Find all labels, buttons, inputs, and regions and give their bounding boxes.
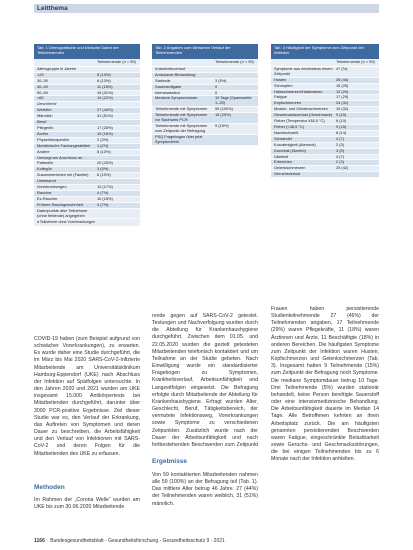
table-cell-label: Weiblich [37, 107, 52, 113]
table-cell-label: Beruf [37, 119, 47, 125]
table-cell-label: Sauerstoffgabe [155, 83, 182, 89]
table-cell-label: Gelenkschmerzen [274, 165, 306, 171]
table-cell-label: 40–49 [37, 83, 48, 89]
table-3 [271, 44, 379, 178]
table-cell-label: Fieber (<38,5 °C) [274, 123, 304, 129]
table-cell-label: Fatigue [274, 94, 287, 100]
table-cell-value: 2 (3) [336, 159, 344, 165]
table-cell-value: 2 (3) [336, 141, 344, 147]
table-cell-value: 3 (5%) [215, 77, 227, 83]
table-cell-label: Muskel- und Gliederschmerzen [274, 106, 328, 112]
table-cell-value [336, 172, 376, 177]
table-cell-label: PSQ Fragebogen über jetzt Symptomfreie [155, 133, 203, 144]
table-cell-value: 17 (28%) [97, 124, 113, 130]
table-2-body [152, 67, 258, 146]
table-cell-label: Nachtschweiß [274, 129, 299, 135]
results-text [152, 472, 258, 532]
table-row [34, 209, 140, 220]
table-cell-value: 2 (3%) [97, 136, 109, 142]
table-cell-value: 4 (7) [336, 153, 344, 159]
table-cell-label: Geruchsverlust [274, 171, 301, 177]
table-cell-value [215, 67, 255, 72]
table-cell-value: 15 (25%) [215, 112, 231, 118]
table-cell-value: 26 (44) [336, 76, 349, 82]
table-cell-value: 31 (51%) [97, 113, 113, 119]
column-2-text [152, 313, 258, 449]
section-header-label: Leitthema [37, 5, 68, 12]
table-1-caption: Tab. 1 Demografische und klinische Daten der Teilnehmenden [34, 44, 140, 59]
table-cell-value: 14 (22%) [97, 95, 113, 101]
table-1-footnote: a Teilnehmer ohne Vorerkrankungen [37, 220, 95, 225]
table-cell-label: Patient/in [37, 160, 54, 166]
table-cell-value: 8 (13%) [97, 77, 111, 83]
journal-name: Bundesgesundheitsblatt - Gesundheitsforschung - Gesundheitsschutz 9 · 2021 [50, 538, 225, 544]
table-cell-label: 50–59 [37, 89, 48, 95]
table-cell-label: Erbrechen [274, 159, 292, 165]
table-cell-label: Teilnehmende mit Symptomen vor Nachweis PCR [155, 112, 208, 123]
column-2-paragraph: rende gegen auf SARS-CoV-2 getestet. Testungen und Nachverfolgung wurden durch die Abteilung für Krankenhaushygiene durchgeführt. Zwischen dem 01.05. und 22.05.2020 wurden die gezielt getesteten Mitarbeitenden telefonisch kontaktiert und um Teilnahme an der Studie gebeten. Nach Einwilligung wurde ein standardisierter Fragebogen zu Symptomen, Krankheitsverlauf, Arbeitsunfähigkeit und Langzeitfolgen eingesetzt. Die Befragung erfolgte durch Mitarbeitende der Abteilung für Krankenhaushygiene. Erfragt wurden Alter, Geschlecht, Beruf, Tätigkeitsbereich, der vermutete Infektionsweg, Vorerkrankungen sowie Symptome zu verschiedenen Zeitpunkten. Zusätzlich wurde nach der Dauer der Arbeitsunfähigkeit und nach fortbestehenden Beschwerden zum Zeitpunkt [152, 313, 258, 448]
table-cell-value: 4 (7%) [97, 189, 109, 195]
table-cell-label: Geschmacksverlust (Geschmack) [274, 112, 333, 118]
table-2-col-header: Teilnehmende (n = 59) [215, 59, 254, 64]
methods-paragraph: Im Rahmen der „Corona Welle“ wurden am UKE bis zum 30.06.2020 Mitarbeitende [34, 497, 140, 511]
table-cell-value: 15 (25) [336, 82, 349, 88]
table-cell-label: Halsschmerzen/Halskratzen [274, 88, 323, 94]
table-cell-label: Husten [274, 76, 287, 82]
table-cell-value: 8 (14) [336, 129, 347, 135]
table-cell-label: Schnupfen [274, 82, 293, 88]
table-cell-value: 0 [215, 89, 218, 95]
table-cell-label: Ex-Raucher [37, 195, 58, 201]
table-cell-label: Andere [37, 148, 50, 154]
table-cell-value: 19 (31%) [97, 89, 113, 95]
table-cell-value: 9 (15) [336, 112, 347, 118]
table-cell-label: Teilnehmende mit Symptomen [155, 106, 208, 112]
table-cell-label: Versorgt am Anschluss an … [37, 154, 88, 160]
table-cell-label: Krankheitsverlauf [155, 65, 186, 71]
column-3-text [271, 306, 379, 534]
table-cell-value: 59 (100%) [215, 106, 233, 112]
table-3-body [271, 67, 379, 178]
table-cell-label: 30–39 [37, 77, 48, 83]
table-row [271, 172, 379, 178]
table-cell-value: 25 (42) [336, 165, 349, 171]
table-cell-value: 4 (7) [336, 135, 344, 141]
table-cell-label: Unbekannt [37, 178, 56, 184]
table-cell-label: Kurzatmigkeit (Atemnot) [274, 141, 316, 147]
table-cell-value: 9 (15%) [215, 122, 229, 128]
table-cell-value: 8 (13%) [97, 148, 111, 154]
table-row [271, 67, 379, 78]
table-cell-label: Kolleg/in [37, 166, 52, 172]
table-cell-label: Intensivstation [155, 89, 180, 95]
table-cell-label: Stationär [155, 77, 171, 83]
table-cell-value: 6 (10) [336, 118, 347, 124]
table-2 [152, 44, 258, 146]
table-cell-value [215, 135, 255, 145]
table-cell-label: >60 [37, 95, 44, 101]
table-cell-label: Zusammenleben mit (Familie) [37, 172, 89, 178]
table-cell-value: 4 (7%) [97, 201, 109, 207]
page-number: 1166 [34, 538, 45, 544]
column-1-text [34, 336, 140, 458]
table-cell-value [97, 209, 137, 219]
table-cell-value: 10 (16%) [97, 130, 113, 136]
table-cell-value: 3 (5) [336, 147, 344, 153]
results-paragraph: Von 59 kontaktierten Mitarbeitenden nahmen alle 59 (100%) an der Befragung teil (Tab. 1). Das mittlere Alter betrug 46 Jahre. 27 (44%) der Teilnehmenden waren weiblich, 31 (51%) männlich. [152, 472, 258, 507]
table-cell-value [215, 73, 255, 78]
table-cell-label: Ärzt/in [37, 130, 49, 136]
table-cell-value: 19 (32) [336, 106, 349, 112]
table-cell-label: Männlich [37, 113, 53, 119]
table-2-caption: Tab. 2 Angaben zum klinischen Verlauf der Teilnehmenden [152, 44, 258, 59]
table-cell-value: 1 (2%) [97, 142, 109, 148]
table-cell-value: 9 (15) [336, 123, 347, 129]
table-1-col-header: Teilnehmende (n = 59) [97, 59, 136, 64]
table-cell-value: 11 (18%) [97, 83, 113, 89]
table-cell-label: Teilnehmende mit Symptomen zum Zeitpunkt der Befragung [155, 122, 208, 133]
table-cell-label: Schwindel [274, 135, 292, 141]
table-cell-label: Durchfall (Diarrhö) [274, 147, 306, 153]
table-cell-value: 10 (17%) [97, 184, 113, 190]
table-cell-value: 8 (13%) [97, 71, 111, 77]
table-cell-label: Fieber (Temperatur ≥38,5 °C) [274, 118, 325, 124]
table-cell-label: <29 [37, 71, 44, 77]
methods-heading: Methoden [34, 484, 65, 491]
methods-text [34, 497, 140, 511]
table-cell-label: Kopfschmerzen [274, 100, 302, 106]
table-cell-value: 12 (20) [336, 88, 349, 94]
table-cell-label: Altersgruppe in Jahren [37, 65, 77, 71]
table-cell-value: 24 (41) [336, 100, 349, 106]
section-header-bar [34, 4, 379, 13]
results-heading: Ergebnisse [152, 458, 188, 465]
table-1 [34, 44, 140, 226]
table-cell-label: Raucher [37, 189, 52, 195]
table-cell-label: Datenpunkte aller Teilnehmer (ohne fehlende) angegeben [37, 207, 88, 218]
table-cell-label: Geschlecht [37, 101, 57, 107]
table-3-caption: Tab. 3 Häufigkeit der Symptome zum Zeitpunkt der Infektion [271, 44, 379, 59]
table-cell-label: Vorerkrankungen [37, 184, 67, 190]
table-cell-label: Physiotherapeut/in [37, 136, 70, 142]
table-cell-label: Frühere Rauchgewohnheit [37, 201, 83, 207]
table-cell-value: 20 (33%) [97, 160, 113, 166]
table-cell-label: Übelkeit [274, 153, 289, 159]
table-cell-label: Medizinische Fachangestellte/r [37, 142, 91, 148]
table-cell-value: 6 (10%) [97, 172, 111, 178]
table-cell-value: 0 [215, 83, 218, 89]
table-cell-label: Mediane Symptomdauer [155, 95, 198, 101]
table-cell-value: 17 (29) [336, 94, 349, 100]
table-3-col-header: Teilnehmende (n = 59) [336, 59, 375, 64]
table-cell-label: Ambulante Behandlung [155, 71, 196, 77]
table-cell-value: 27 (44%) [97, 107, 113, 113]
table-1-body [34, 67, 140, 220]
table-cell-value: 3 (5%) [97, 166, 109, 172]
column-1-paragraph: COVID-19 haben (zum Beispiel aufgrund von schwächer Vorerkrankungen), zu erwarten. Es wurde daher eine Studie durchgeführt, die im März bis Mai 2020 SARS-CoV-2-Infizierte Mitarbeitende am Universitätsklinikum Hamburg-Eppendorf (UKE) nach Abschluss der Infektion auf Spätfolgen untersuchte. In den Jahren 2020 und 2021 wurden am UKE insgesamt 15.000 Antikörpertests bei Mitarbeitenden durchgeführt, darunter über 3000 PCR-positive Ergebnisse. Ziel dieser Studie war es, den Verlauf der Erkrankung, das Auftreten von Symptomen und deren Dauer zu beschreiben, die Arbeitsfähigkeit und den Verlauf von Infektionen mit SARS-CoV-2 und deren Folgen für die Mitarbeitenden des UKE zu erfassen. [34, 336, 140, 457]
table-cell-label: Symptome aus mindestens einem Zeitpunkt [274, 65, 333, 76]
table-cell-value: 47 (%) [336, 65, 348, 71]
table-cell-value: 10 Tage (Spannweite 1–25) [215, 95, 252, 106]
column-3-paragraph: Frauen haben persistierende Studienteilnehmende 27 (46%) der Teilnehmenden angaben, 17 Teilnehmende (29%) waren Pflegekräfte, 11 (18%) waren Ärztinnen und Ärzte, 11 Beschäftigte (18%) in anderen Bereichen. Die häufigsten Symptome zum Zeitpunkt der Infektion waren Husten, Kopfschmerzen und Gelenkschmerzen (Tab. 3). Insgesamt hatten 9 Teilnehmende (15%) zum Zeitpunkt der Befragung noch Symptome. Die mediane Symptomdauer betrug 10 Tage. Drei Teilnehmende (5%) wurden stationär behandelt, keine Person benötigte Sauerstoff oder eine intensivmedizinische Behandlung. Die Arbeitsunfähigkeit dauerte im Median 14 Tage. Alle Betroffenen kehrten an ihren Arbeitsplatz zurück. Die am häufigsten genannten persistierenden Beschwerden waren Fatigue, eingeschränkte Belastbarkeit sowie Geruchs- und Geschmacksstörungen, die bei einigen Teilnehmenden bis zu 6 Monate nach der Infektion anhielten. [271, 306, 379, 463]
table-cell-value: 10 (16%) [97, 195, 113, 201]
page-footer [34, 538, 225, 544]
table-row [152, 135, 258, 146]
table-cell-label: Pfleger/in [37, 124, 54, 130]
